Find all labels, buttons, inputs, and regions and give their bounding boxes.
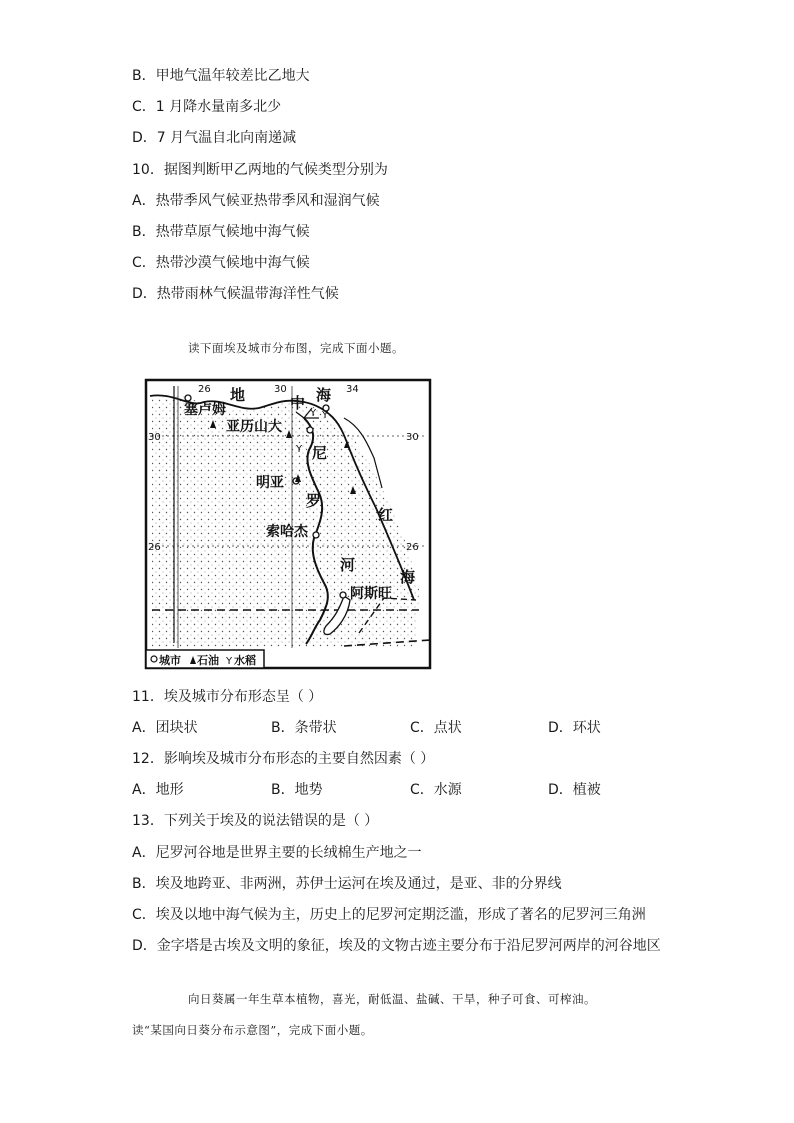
q13-option-a: A．尼罗河谷地是世界主要的长绒棉生产地之一 [132,845,422,861]
q12-option-b: B．地势 [271,782,323,798]
rice-symbol: Y [310,408,317,419]
sea-label-hai: 海 [316,386,332,404]
q13-option-b: B．埃及地跨亚、非两洲，苏伊士运河在埃及通过，是亚、非的分界线 [132,876,562,892]
city-label-minya: 明亚 [256,475,284,491]
legend-city-icon [151,656,157,662]
q13-stem: 13．下列关于埃及的说法错误的是（ ） [132,813,379,829]
city-label-sohag: 索哈杰 [266,524,308,540]
city-marker-sohag [313,532,319,538]
river-label-ni: 尼 [312,444,328,462]
city-marker-aswan [340,592,346,598]
city-label-aswan: 阿斯旺 [350,586,392,602]
sunflower-intro-line2: 读“某国向日葵分布示意图”，完成下面小题。 [132,1023,373,1037]
q11-stem: 11．埃及城市分布形态呈（ ） [132,689,323,705]
legend-city: 城市 [159,654,181,667]
q10-option-d: D．热带雨林气候温带海洋性气候 [132,286,339,302]
q11-option-a: A．团块状 [132,720,198,736]
q10-stem: 10．据图判断甲乙两地的气候类型分别为 [132,162,388,178]
q9-option-b: B．甲地气温年较差比乙地大 [132,68,310,84]
q10-option-b: B．热带草原气候地中海气候 [132,224,310,240]
river-label-luo: 罗 [306,492,322,510]
q13-option-d: D．金字塔是古埃及文明的象征，埃及的文物古迹主要分布于沿尼罗河两岸的河谷地区 [132,938,661,954]
q11-option-c: C．点状 [410,720,462,736]
legend-oil: 石油 [197,654,219,667]
city-label-alexandria: 亚历山大 [226,419,282,435]
city-marker-salum [185,395,191,401]
lon-tick-26: 26 [198,384,211,395]
lat-tick-30-right: 30 [406,432,419,443]
q13-option-c: C．埃及以地中海气候为主，历史上的尼罗河定期泛滥，形成了著名的尼罗河三角洲 [132,907,646,923]
lon-tick-30: 30 [274,384,287,395]
rice-symbol: Y [322,410,329,421]
river-label-he: 河 [340,556,356,574]
lat-tick-26-left: 26 [148,542,161,553]
city-marker-alexandria [307,427,313,433]
q10-option-c: C．热带沙漠气候地中海气候 [132,255,310,271]
legend-rice-icon: Y [226,656,233,667]
redsea-label-hai: 海 [400,568,416,586]
egypt-intro: 读下面埃及城市分布图，完成下面小题。 [188,341,404,355]
q9-option-c: C．1 月降水量南多北少 [132,99,282,115]
rice-symbol: Y [296,444,303,455]
q11-option-b: B．条带状 [271,720,337,736]
legend-rice: 水稻 [234,654,256,667]
q11-option-d: D．环状 [548,720,601,736]
sunflower-intro-line1: 向日葵属一年生草本植物，喜光，耐低温、盐碱、干旱，种子可食、可榨油。 [188,992,596,1006]
redsea-label-hong: 红 [378,506,394,524]
lat-tick-26-right: 26 [406,542,419,553]
q12-option-d: D．植被 [548,782,601,798]
lon-tick-34: 34 [346,384,359,395]
q12-options [132,780,732,800]
q9-option-d: D．7 月气温自北向南递减 [132,130,297,146]
q12-option-a: A．地形 [132,782,184,798]
q12-option-c: C．水源 [410,782,462,798]
q12-stem: 12．影响埃及城市分布形态的主要自然因素（ ） [132,751,435,767]
city-label-salum: 塞卢姆 [184,402,226,418]
sea-label-di: 地 [230,386,246,404]
q10-option-a: A．热带季风气候亚热带季风和湿润气候 [132,193,380,209]
q11-options [132,718,732,738]
lat-tick-30-left: 30 [148,432,161,443]
egypt-city-map [144,378,434,672]
sea-label-zhong: 中 [290,394,306,412]
